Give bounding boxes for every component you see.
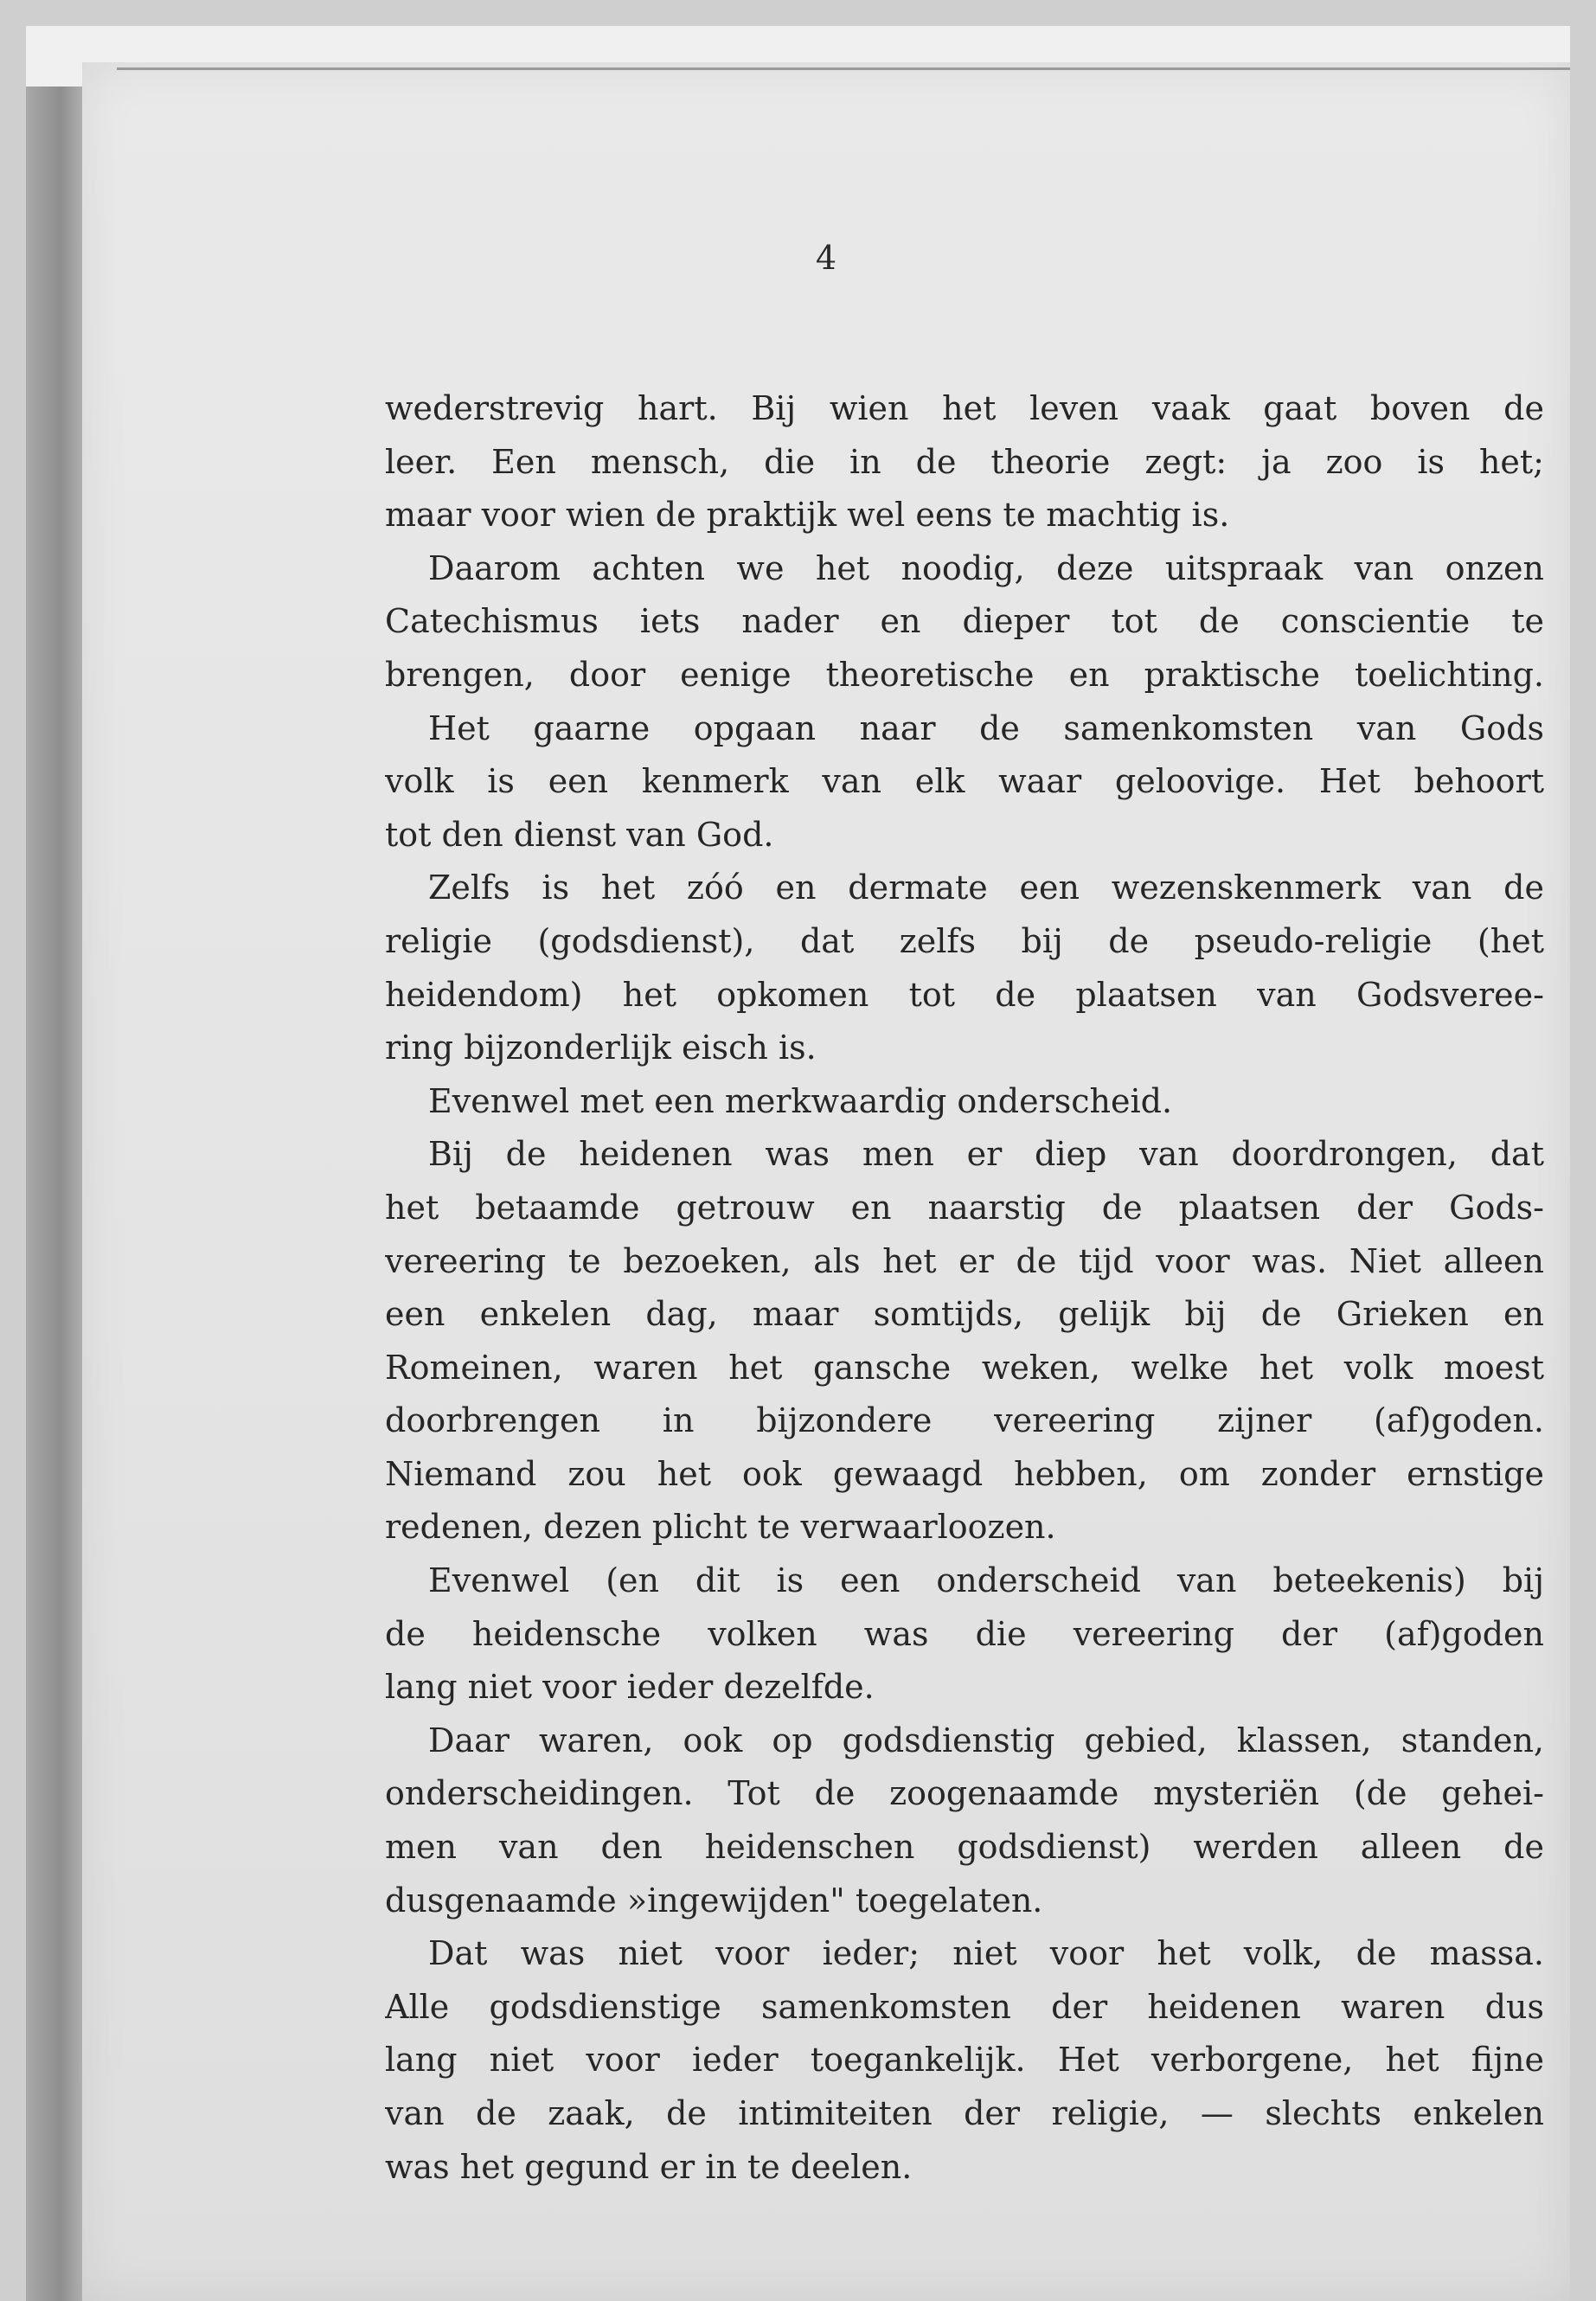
text-line: Dat was niet voor ieder; niet voor het volk, de massa.: [428, 1934, 1544, 1973]
text-line: Alle godsdienstige samenkomsten der heidenen waren dus: [385, 1987, 1544, 2026]
body-text: [385, 382, 1544, 2194]
text-line: dusgenaamde »ingewijden" toegelaten.: [385, 1881, 1043, 1920]
text-line: leer. Een mensch, die in de theorie zegt: ja zoo is het;: [385, 442, 1544, 481]
text-line: Het gaarne opgaan naar de samenkomsten van Gods: [428, 708, 1544, 747]
text-line: religie (godsdienst), dat zelfs bij de pseudo-religie (het: [385, 921, 1544, 960]
page-number: 4: [815, 239, 837, 277]
text-line: heidendom) het opkomen tot de plaatsen van Godsveree-: [385, 975, 1544, 1014]
text-line: Zelfs is het zóó en dermate een wezenskenmerk van de: [428, 868, 1544, 907]
text-line: lang niet voor ieder toegankelijk. Het verborgene, het fijne: [385, 2041, 1544, 2080]
text-line: men van den heidenschen godsdienst) werden alleen de: [385, 1828, 1544, 1867]
text-line: volk is een kenmerk van elk waar geloovige. Het behoort: [385, 762, 1544, 801]
text-line: redenen, dezen plicht te verwaarloozen.: [385, 1508, 1056, 1547]
text-line: was het gegund er in te deelen.: [385, 2147, 913, 2186]
text-line: ring bijzonderlijk eisch is.: [385, 1029, 817, 1067]
text-line: van de zaak, de intimiteiten der religie, — slechts enkelen: [385, 2094, 1544, 2132]
page-top-edge: [117, 67, 1570, 70]
text-line: de heidensche volken was die vereering der (af)goden: [385, 1614, 1544, 1653]
text-line: Daar waren, ook op godsdienstig gebied, klassen, standen,: [428, 1721, 1544, 1759]
text-line: Catechismus iets nader en dieper tot de conscientie te: [385, 602, 1544, 641]
text-line: onderscheidingen. Tot de zoogenaamde mysteriën (de gehei-: [385, 1774, 1544, 1813]
text-line: maar voor wien de praktijk wel eens te machtig is.: [385, 496, 1230, 535]
text-line: vereering te bezoeken, als het er de tijd voor was. Niet alleen: [385, 1241, 1544, 1280]
text-line: Bij de heidenen was men er diep van doordrongen, dat: [428, 1135, 1544, 1174]
text-line: Niemand zou het ook gewaagd hebben, om zonder ernstige: [385, 1454, 1544, 1493]
text-line: het betaamde getrouw en naarstig de plaatsen der Gods-: [385, 1188, 1544, 1227]
text-line: Evenwel met een merkwaardig onderscheid.: [428, 1081, 1173, 1120]
text-line: wederstrevig hart. Bij wien het leven vaak gaat boven de: [385, 389, 1544, 427]
book-spine-shadow: [26, 87, 87, 2301]
text-line: brengen, door eenige theoretische en praktische toelichting.: [385, 655, 1544, 694]
text-line: Daarom achten we het noodig, deze uitspraak van onzen: [428, 548, 1544, 587]
book-page: [82, 62, 1570, 2301]
text-line: doorbrengen in bijzondere vereering zijner (af)goden.: [385, 1401, 1544, 1440]
text-line: Evenwel (en dit is een onderscheid van beteekenis) bij: [428, 1561, 1544, 1600]
text-line: lang niet voor ieder dezelfde.: [385, 1668, 875, 1707]
text-line: tot den dienst van God.: [385, 815, 774, 854]
text-line: Romeinen, waren het gansche weken, welke het volk moest: [385, 1348, 1544, 1387]
text-line: een enkelen dag, maar somtijds, gelijk bij de Grieken en: [385, 1295, 1544, 1334]
